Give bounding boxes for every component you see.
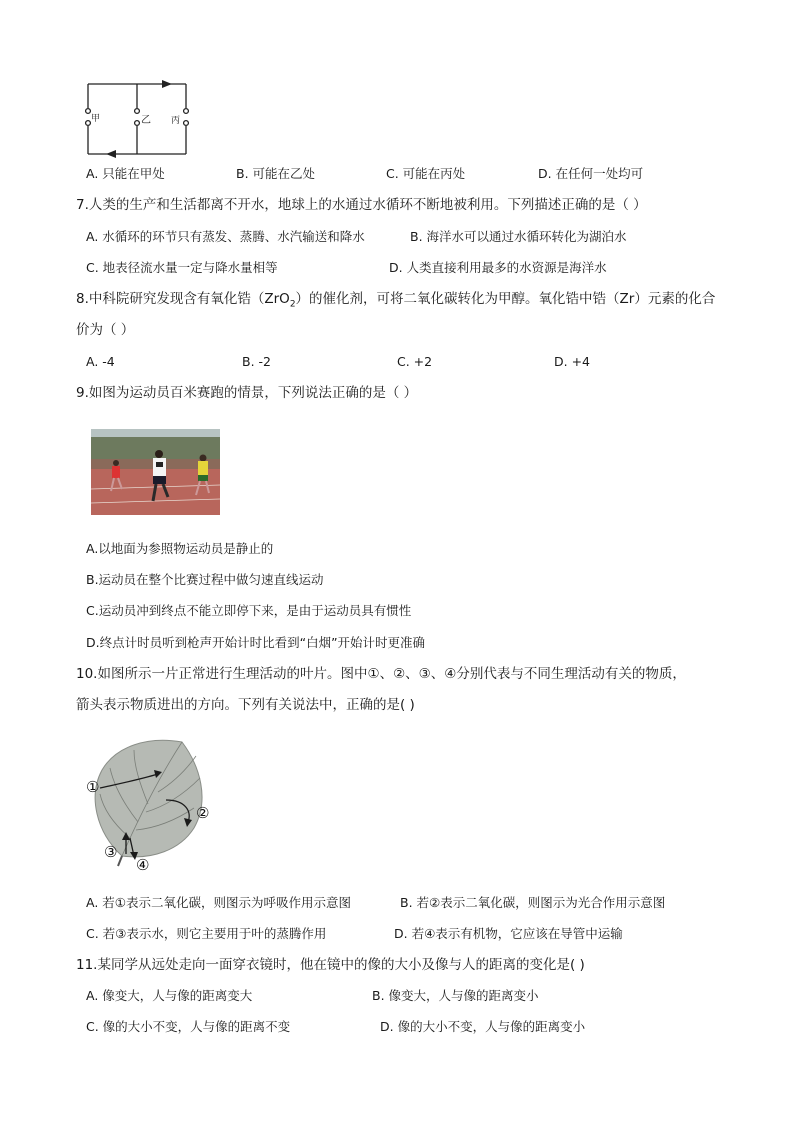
q9-stem: 9.如图为运动员百米赛跑的情景，下列说法正确的是（ ） [76,385,418,401]
label-jia: 甲 [91,114,101,124]
circuit-diagram [82,74,194,162]
q9-option-a[interactable]: A.以地面为参照物运动员是静止的 [86,541,274,556]
q11-option-d[interactable]: D. 像的大小不变，人与像的距离变小 [380,1019,586,1034]
q10-option-d[interactable]: D. 若④表示有机物，它应该在导管中运输 [394,926,623,941]
q11-option-a[interactable]: A. 像变大，人与像的距离变大 [86,988,253,1003]
q9-option-c[interactable]: C.运动员冲到终点不能立即停下来，是由于运动员具有惯性 [86,603,412,618]
q10-option-c[interactable]: C. 若③表示水，则它主要用于叶的蒸腾作用 [86,926,327,941]
q9-option-b[interactable]: B.运动员在整个比赛过程中做匀速直线运动 [86,572,324,587]
q11-stem: 11.某同学从远处走向一面穿衣镜时，他在镜中的像的大小及像与人的距离的变化是( ) [76,957,585,973]
q7-stem: 7.人类的生产和生活都离不开水，地球上的水通过水循环不断地被利用。下列描述正确的是（ ） [76,197,647,213]
q7-option-a[interactable]: A. 水循环的环节只有蒸发、蒸腾、水汽输送和降水 [86,229,365,244]
q11-option-b[interactable]: B. 像变大，人与像的距离变小 [372,988,539,1003]
current-arrow-top [162,80,172,88]
label-bing: 丙 [171,116,181,126]
q8-option-b[interactable]: B. -2 [242,354,271,369]
q7-option-c[interactable]: C. 地表径流水量一定与降水量相等 [86,260,278,275]
q8-stem-line2: 价为（ ） [76,322,135,338]
q8-stem-line1: 8.中科院研究发现含有氧化锆（ZrO$_2$）的催化剂，可将二氧化碳转化为甲醇。氧化锆中锆（Zr）元素的化合 [76,291,716,310]
sprint-photo [91,429,220,515]
q8-option-c[interactable]: C. +2 [397,354,433,369]
q10-option-b[interactable]: B. 若②表示二氧化碳，则图示为光合作用示意图 [400,895,666,910]
q9-option-d[interactable]: D.终点计时员听到枪声开始计时比看到“白烟”开始计时更准确 [86,635,426,650]
q10-option-a[interactable]: A. 若①表示二氧化碳，则图示为呼吸作用示意图 [86,895,351,910]
current-arrow-bottom [106,150,116,158]
q6-option-d[interactable]: D. 在任何一处均可 [538,166,644,181]
q8-subscript: 2 [289,299,296,310]
q11-option-c[interactable]: C. 像的大小不变，人与像的距离不变 [86,1019,291,1034]
q7-option-d[interactable]: D. 人类直接利用最多的水资源是海洋水 [389,260,607,275]
q7-option-b[interactable]: B. 海洋水可以通过水循环转化为湖泊水 [410,229,627,244]
q6-option-b[interactable]: B. 可能在乙处 [236,166,316,181]
q10-stem-line2: 箭头表示物质进出的方向。下列有关说法中，正确的是( ) [76,697,415,713]
leaf-label-4: ④ [136,856,150,874]
q8-option-d[interactable]: D. +4 [554,354,590,369]
label-yi: 乙 [141,115,151,126]
q6-option-c[interactable]: C. 可能在丙处 [386,166,466,181]
leaf-label-1: ① [86,778,100,796]
q8-option-a[interactable]: A. -4 [86,354,115,369]
q10-stem-line1: 10.如图所示一片正常进行生理活动的叶片。图中①、②、③、④分别代表与不同生理活动有关的物质， [76,666,686,682]
leaf-label-2: ② [196,804,210,822]
leaf-label-3: ③ [104,843,118,861]
leaf-diagram [82,734,216,874]
q6-option-a[interactable]: A. 只能在甲处 [86,166,165,181]
